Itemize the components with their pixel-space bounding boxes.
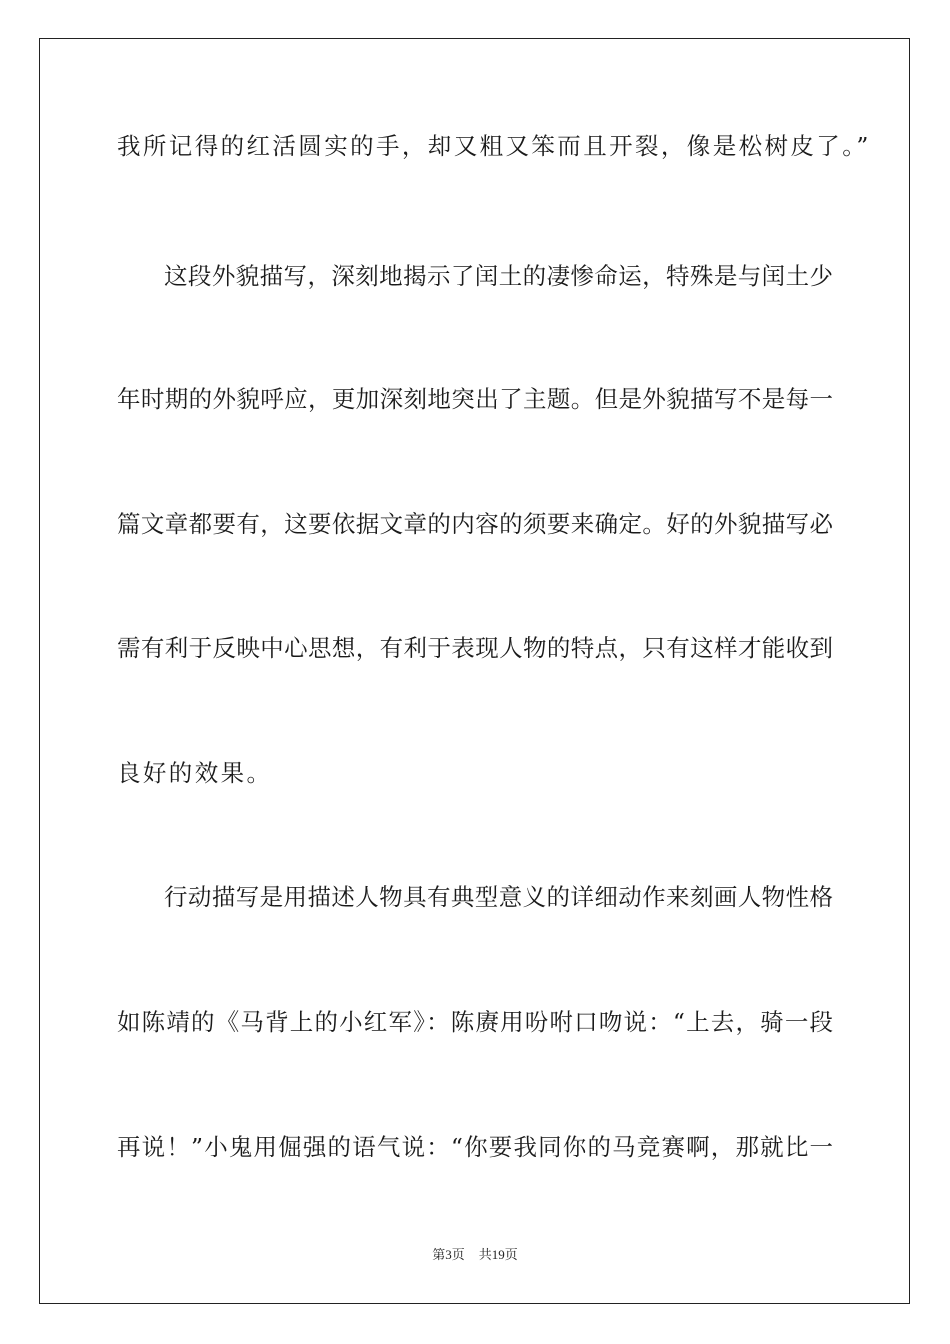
text-line: 再说！”小鬼用倔强的语气说：“你要我同你的马竞赛啊，那就比一 [117, 1133, 833, 1161]
page-border [39, 38, 910, 1304]
page-footer [0, 1246, 950, 1264]
text-line: 篇文章都要有，这要依据文章的内容的须要来确定。好的外貌描写必 [117, 510, 833, 538]
text-line: 如陈靖的《马背上的小红军》：陈赓用吩咐口吻说：“上去，骑一段 [117, 1008, 833, 1036]
text-line: 良好的效果。 [117, 759, 273, 787]
text-line: 需有利于反映中心思想，有利于表现人物的特点，只有这样才能收到 [117, 634, 833, 662]
paragraph-first-line: 这段外貌描写，深刻地揭示了闰土的凄惨命运，特殊是与闰土少 [164, 262, 833, 290]
paragraph-first-line: 行动描写是用描述人物具有典型意义的详细动作来刻画人物性格 [164, 883, 833, 911]
page-number: 第3页 [432, 1247, 465, 1262]
text-line: 我所记得的红活圆实的手，却又粗又笨而且开裂，像是松树皮了。” [117, 132, 871, 160]
page-total: 共19页 [478, 1247, 518, 1262]
text-line: 年时期的外貌呼应，更加深刻地突出了主题。但是外貌描写不是每一 [117, 385, 833, 413]
